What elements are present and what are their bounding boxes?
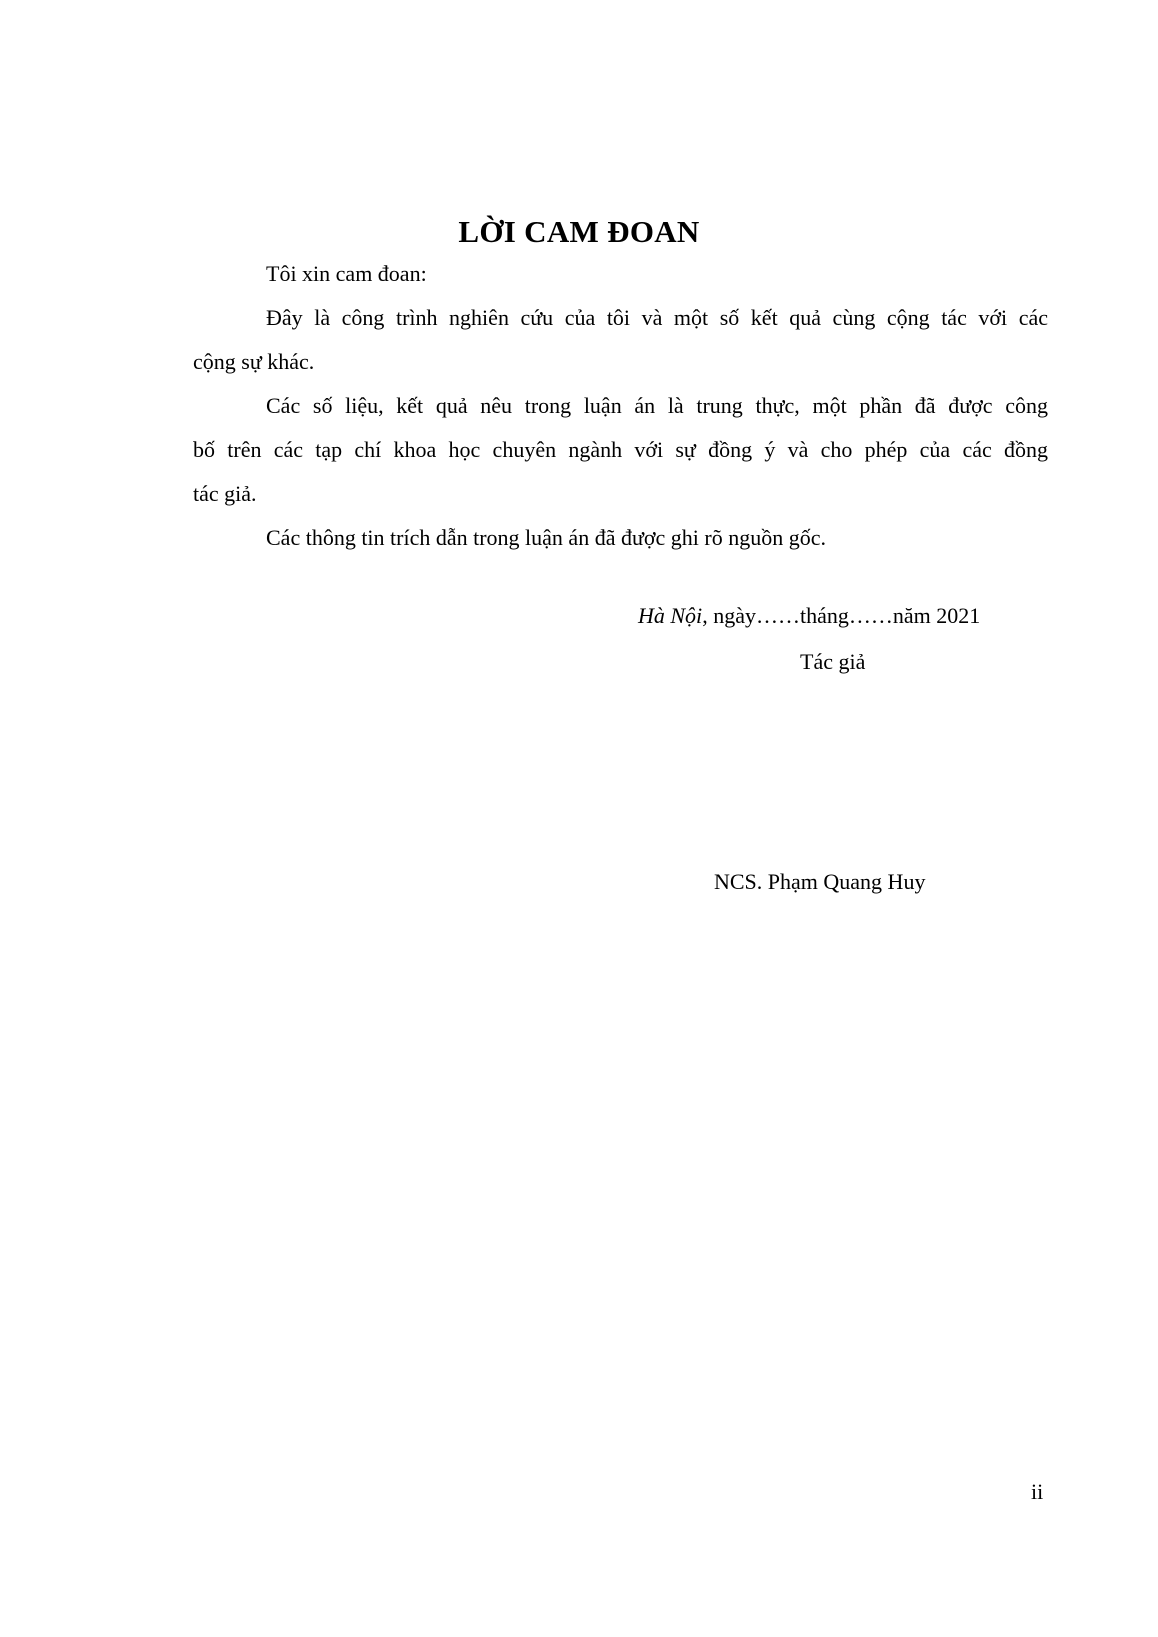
paragraph-intro [193,252,1048,296]
paragraph-research-line-2: cộng sự khác. [193,349,315,374]
signature-name: NCS. Phạm Quang Huy [714,869,926,894]
signature-date: , ngày……tháng……năm 2021 [702,603,981,628]
page-title: LỜI CAM ĐOAN [458,214,700,249]
paragraph-citations [193,516,1048,560]
paragraph-results [193,384,1048,516]
paragraph-results-line-2: bố trên các tạp chí khoa học chuyên ngành với sự đồng ý và cho phép của các đồng [193,437,1048,462]
paragraph-results-line-1: Các số liệu, kết quả nêu trong luận án là trung thực, một phần đã được công [266,393,1048,418]
paragraph-intro-text: Tôi xin cam đoan: [266,261,427,286]
paragraph-research-line-1: Đây là công trình nghiên cứu của tôi và một số kết quả cùng cộng tác với các [266,305,1048,330]
signature-dateline [638,601,980,631]
page-number: ii [1031,1479,1044,1504]
declaration-body [193,252,1048,560]
signature-place: Hà Nội [638,603,703,628]
paragraph-research [193,296,1048,384]
paragraph-citations-text: Các thông tin trích dẫn trong luận án đã được ghi rõ nguồn gốc. [266,525,826,550]
paragraph-results-line-3: tác giả. [193,481,257,506]
signature-role: Tác giả [800,649,866,674]
